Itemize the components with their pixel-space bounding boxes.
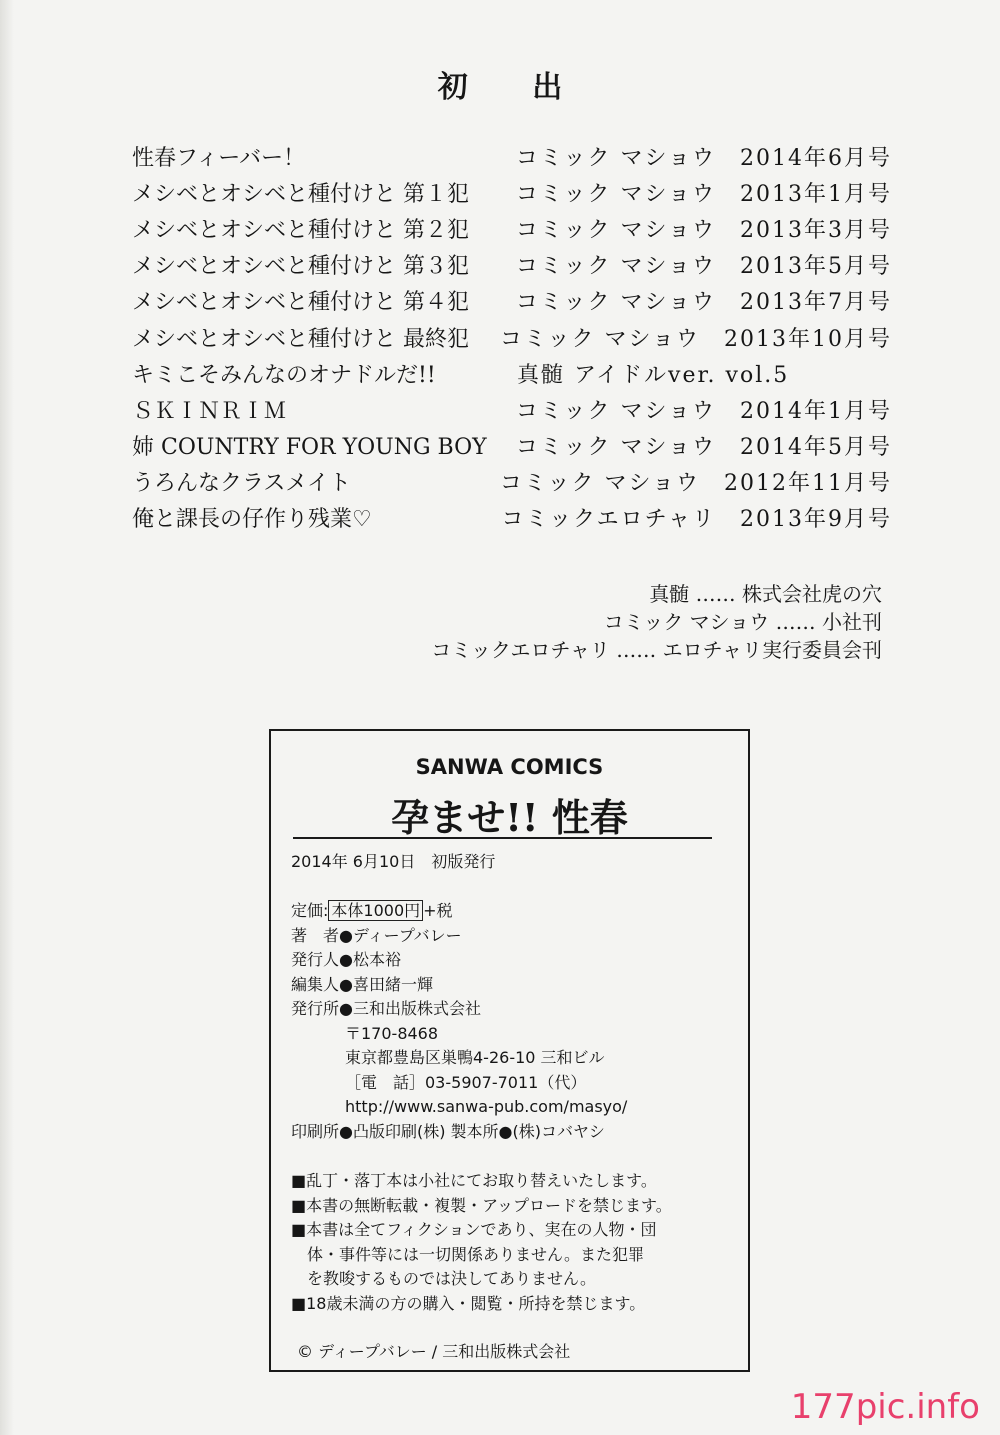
printer-line: 印刷所●凸版印刷(株) 製本所●(株)コバヤシ <box>291 1121 605 1141</box>
publisher-legend <box>431 580 882 664</box>
credit-work: メシベとオシベと種付けと 第１犯 <box>132 181 469 207</box>
credit-source: 真髄 アイドルver. vol.5 <box>517 362 790 388</box>
watermark: 177pic.info <box>790 1387 980 1427</box>
website-url: http://www.sanwa-pub.com/masyo/ <box>345 1097 628 1116</box>
credit-row <box>132 174 892 210</box>
address: 東京都豊島区巣鴨4-26-10 三和ビル <box>345 1048 605 1067</box>
credit-row <box>132 138 892 174</box>
credit-row <box>132 500 892 536</box>
title-rule <box>293 837 712 839</box>
credit-work: メシベとオシベと種付けと 最終犯 <box>132 326 469 352</box>
credit-source: コミック マショウ 2013年1月号 <box>515 181 892 207</box>
notice-line: ■本書の無断転載・複製・アップロードを禁じます。 <box>291 1195 672 1215</box>
credit-work: 俺と課長の仔作り残業♡ <box>132 507 372 533</box>
credit-row <box>132 247 892 283</box>
credit-row <box>132 283 892 319</box>
credit-source: コミックエロチャリ 2013年9月号 <box>501 507 892 533</box>
credit-work: ＳＫＩＮＲＩＭ <box>132 398 287 424</box>
series-name: SANWA COMICS <box>415 755 604 779</box>
credit-source: コミック マショウ 2013年10月号 <box>499 326 892 352</box>
credit-work: メシベとオシベと種付けと 第４犯 <box>132 290 469 316</box>
publisher-line: 真髄 …… 株式会社虎の穴 <box>649 582 882 606</box>
credit-source: コミック マショウ 2014年6月号 <box>515 145 892 171</box>
notice-list <box>291 1169 672 1316</box>
credit-source: コミック マショウ 2014年5月号 <box>515 435 892 461</box>
credit-source: コミック マショウ 2013年7月号 <box>515 290 892 316</box>
notice-line: ■本書は全てフィクションであり、実在の人物・団 <box>291 1220 657 1239</box>
credit-work: 性春フィーバー！ <box>132 145 306 171</box>
credits-list <box>132 138 892 536</box>
credit-source: コミック マショウ 2014年1月号 <box>515 398 892 424</box>
publisher-company-line: 発行所●三和出版株式会社 <box>291 999 481 1018</box>
credit-row <box>132 319 892 355</box>
price-label: 定価: <box>291 901 329 920</box>
price-box: 本体1000円 <box>328 900 423 921</box>
publisher-person-line: 発行人●松本裕 <box>291 950 401 969</box>
book-title: 孕ませ!! 性春 <box>391 795 628 840</box>
credit-row <box>132 428 892 464</box>
phone: ［電 話］03-5907-7011（代） <box>345 1072 587 1092</box>
page-title: 初 出 <box>437 70 590 105</box>
credit-work: 姉 COUNTRY FOR YOUNG BOY <box>132 435 487 461</box>
credit-row <box>132 210 892 246</box>
notice-line: ■乱丁・落丁本は小社にてお取り替えいたします。 <box>291 1171 657 1190</box>
notice-line: を教唆するものでは決してありません。 <box>307 1269 596 1288</box>
price-suffix: +税 <box>423 901 453 920</box>
copyright: © ディープバレー / 三和出版株式会社 <box>297 1342 571 1361</box>
colophon-info <box>291 899 627 1144</box>
credit-source: コミック マショウ 2013年5月号 <box>515 254 892 280</box>
publisher-line: コミック マショウ …… 小社刊 <box>603 610 882 634</box>
postal-code: 〒170-8468 <box>345 1023 439 1043</box>
author-line: 著 者●ディープバレー <box>291 925 462 945</box>
credit-source: コミック マショウ 2012年11月号 <box>499 471 892 497</box>
credit-work: メシベとオシベと種付けと 第３犯 <box>132 254 469 280</box>
credit-work: うろんなクラスメイト <box>132 471 351 497</box>
notice-line: ■18歳未満の方の購入・閲覧・所持を禁じます。 <box>291 1293 646 1313</box>
price-line <box>291 899 627 924</box>
credit-work: キミこそみんなのオナドルだ!! <box>132 362 436 388</box>
publish-date: 2014年 6月10日 初版発行 <box>291 852 496 871</box>
credit-row <box>132 464 892 500</box>
page-edge-shadow <box>0 0 14 1435</box>
credit-row <box>132 355 892 391</box>
credit-work: メシベとオシベと種付けと 第２犯 <box>132 217 469 243</box>
notice-line: 体・事件等には一切関係ありません。また犯罪 <box>307 1244 644 1264</box>
editor-line: 編集人●喜田緒一輝 <box>291 974 433 994</box>
credit-source: コミック マショウ 2013年3月号 <box>515 217 892 243</box>
colophon-box <box>269 729 750 1372</box>
publisher-line: コミックエロチャリ …… エロチャリ実行委員会刊 <box>431 638 882 662</box>
credit-row <box>132 391 892 427</box>
